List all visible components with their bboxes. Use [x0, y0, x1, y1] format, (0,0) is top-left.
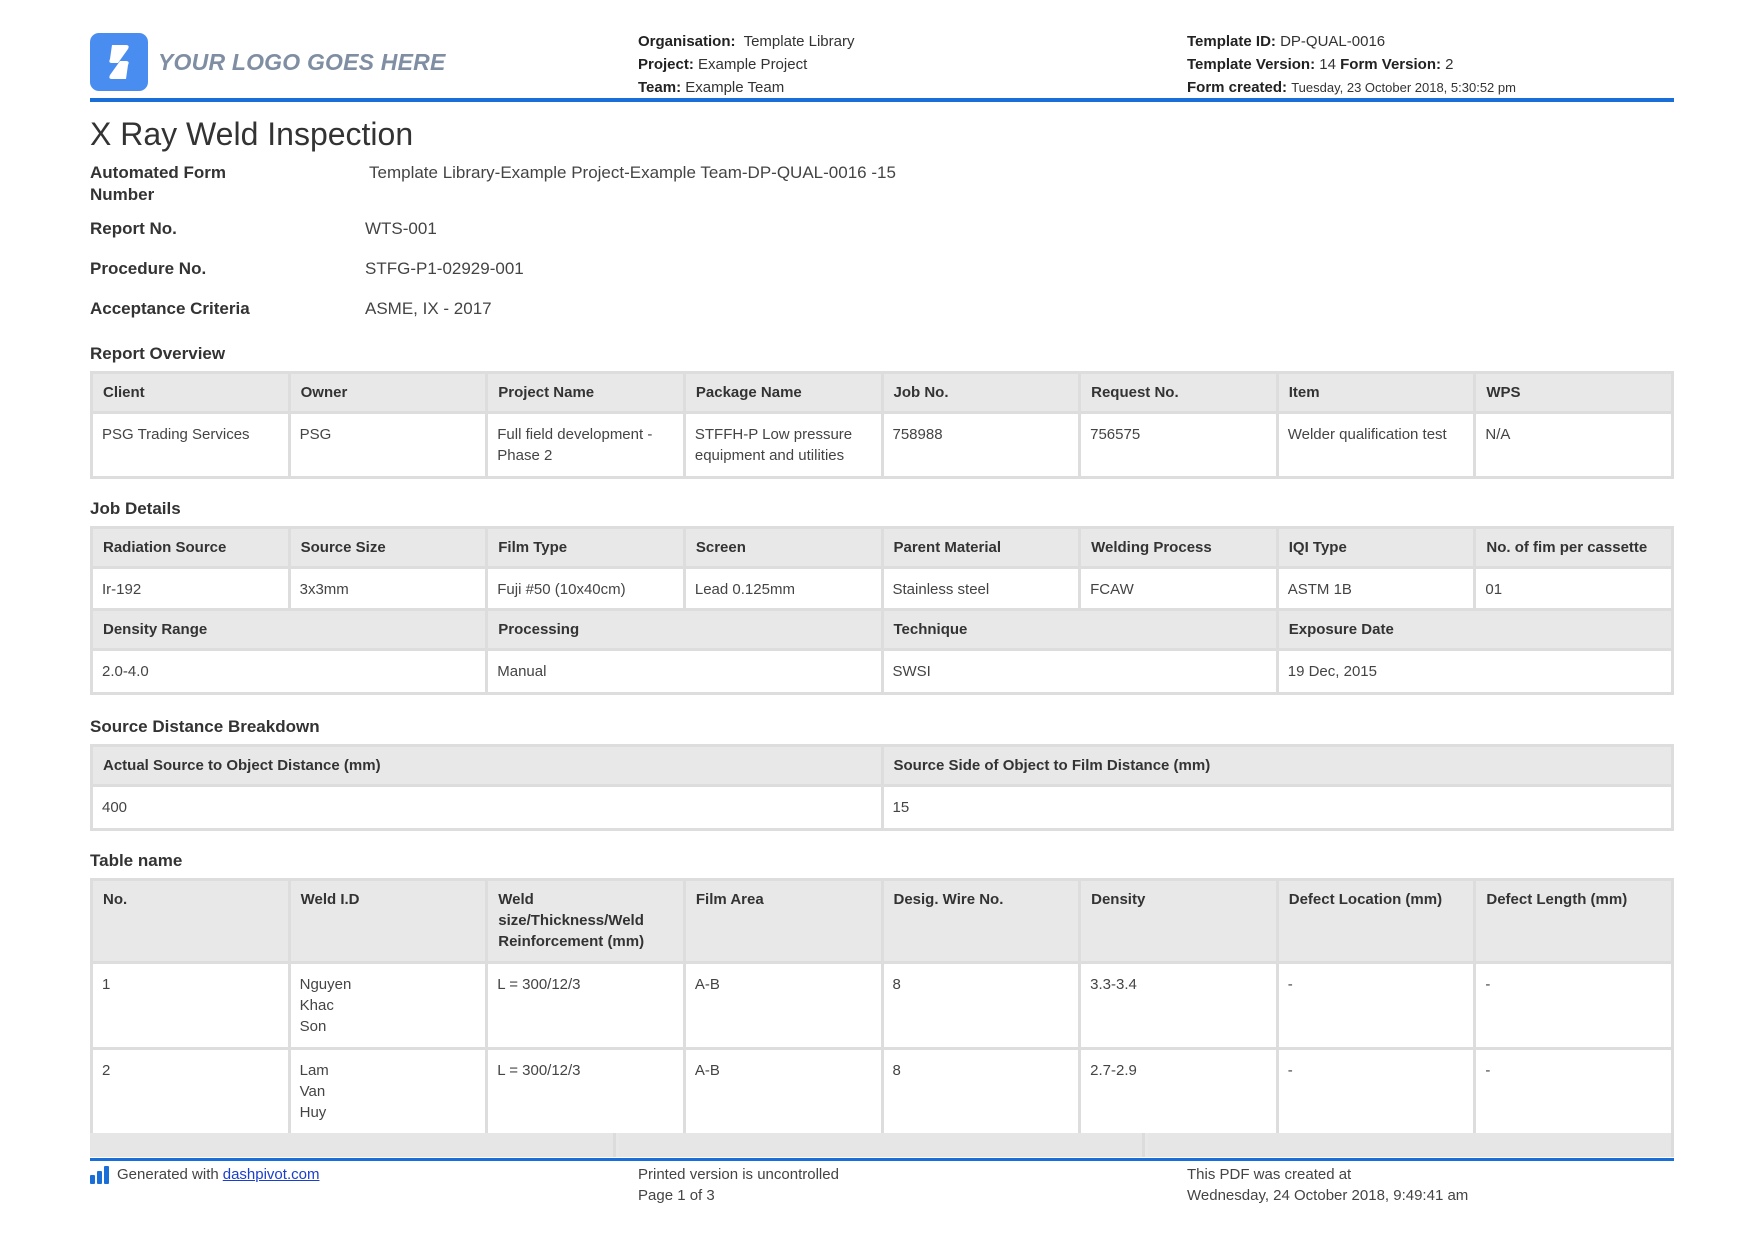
- table-header-cell: Source Size: [291, 529, 486, 566]
- company-logo: [90, 32, 446, 92]
- footer-page-info: [638, 1164, 839, 1206]
- table-header-cell: Welding Process: [1081, 529, 1276, 566]
- table-cell: Full field development - Phase 2: [488, 414, 683, 476]
- table-header-cell: Defect Length (mm): [1476, 881, 1671, 961]
- table-row: [93, 414, 1671, 476]
- table-header-row: [93, 611, 1671, 648]
- logo-icon: [90, 33, 148, 91]
- table-header-row: [93, 747, 1671, 784]
- table-header-cell: Project Name: [488, 374, 683, 411]
- table-cell: A-B: [686, 1050, 881, 1133]
- table-cell: ASTM 1B: [1279, 569, 1474, 610]
- procedure-no-label: Procedure No.: [90, 259, 207, 278]
- table-cell: L = 300/12/3: [488, 1050, 683, 1133]
- table-cell: Lead 0.125mm: [686, 569, 881, 610]
- report-overview-table: [90, 371, 1674, 479]
- pdf-created-date: Wednesday, 24 October 2018, 9:49:41 am: [1187, 1187, 1469, 1204]
- dashpivot-link[interactable]: dashpivot.com: [222, 1166, 320, 1183]
- uncontrolled-notice: Printed version is uncontrolled: [638, 1166, 839, 1183]
- logo-text: YOUR LOGO GOES HERE: [158, 48, 446, 75]
- table-header-cell: Film Area: [686, 881, 881, 961]
- table-header-cell: Weld size/Thickness/Weld Reinforcement (mm): [488, 881, 683, 961]
- form-created-value: Tuesday, 23 October 2018, 5:30:52 pm: [1291, 80, 1516, 95]
- footer-pdf-created: [1187, 1164, 1468, 1206]
- strip-segment: [90, 1133, 616, 1157]
- report-overview-title: Report Overview: [90, 344, 226, 363]
- table-header-cell: Density Range: [93, 611, 485, 648]
- table-header-cell: Screen: [686, 529, 881, 566]
- table-header-row: [93, 881, 1671, 961]
- form-version-label: Form Version:: [1340, 56, 1441, 73]
- organisation-value: Template Library: [743, 33, 855, 50]
- table-header-cell: Request No.: [1081, 374, 1276, 411]
- table-cell: -: [1476, 964, 1671, 1047]
- strip-segment: [619, 1133, 1145, 1157]
- table-cell: N/A: [1476, 414, 1671, 476]
- table-cell: Welder qualification test: [1279, 414, 1474, 476]
- table-cell: 8: [884, 964, 1079, 1047]
- table-header-row: [93, 529, 1671, 566]
- table-cell: SWSI: [884, 651, 1276, 692]
- acceptance-label: Acceptance Criteria: [90, 299, 250, 318]
- table-header-cell: Desig. Wire No.: [884, 881, 1079, 961]
- table-cell: 758988: [884, 414, 1079, 476]
- page-footer: [90, 1162, 1674, 1222]
- source-distance-title: Source Distance Breakdown: [90, 717, 320, 736]
- table-cell: A-B: [686, 964, 881, 1047]
- acceptance-value: ASME, IX - 2017: [365, 299, 492, 318]
- header-divider: [90, 98, 1674, 102]
- dashpivot-icon: [90, 1166, 111, 1184]
- pdf-created-label: This PDF was created at: [1187, 1166, 1352, 1183]
- table-cell: STFFH-P Low pressure equipment and utilities: [686, 414, 881, 476]
- table-header-cell: Job No.: [884, 374, 1079, 411]
- project-label: Project:: [638, 56, 694, 73]
- table-cell: 3x3mm: [291, 569, 486, 610]
- template-version-label: Template Version:: [1187, 56, 1316, 73]
- table-cell: -: [1476, 1050, 1671, 1133]
- table-cell: -: [1279, 1050, 1474, 1133]
- document-page: [90, 0, 1674, 1240]
- table-cell: -: [1279, 964, 1474, 1047]
- weld-results-table: [90, 878, 1674, 1136]
- table-cell: 756575: [1081, 414, 1276, 476]
- table-header-cell: Parent Material: [884, 529, 1079, 566]
- job-details-table: [90, 526, 1674, 613]
- team-value: Example Team: [685, 79, 785, 96]
- footer-generated: [90, 1164, 319, 1185]
- table-row: [93, 787, 1671, 828]
- table-header-cell: Technique: [884, 611, 1276, 648]
- job-details-table-2: [90, 608, 1674, 695]
- strip-segment: [1148, 1133, 1674, 1157]
- table-header-cell: Radiation Source: [93, 529, 288, 566]
- team-label: Team:: [638, 79, 682, 96]
- table-cell: 2.0-4.0: [93, 651, 485, 692]
- weld-table-title: Table name: [90, 851, 183, 870]
- table-row: [93, 1050, 1671, 1133]
- table-header-cell: Item: [1279, 374, 1474, 411]
- table-header-cell: No.: [93, 881, 288, 961]
- table-header-cell: Package Name: [686, 374, 881, 411]
- page-number: Page 1 of 3: [638, 1187, 715, 1204]
- report-no-value: WTS-001: [365, 219, 437, 238]
- table-cell: 2: [93, 1050, 288, 1133]
- table-header-cell: No. of fim per cassette: [1476, 529, 1671, 566]
- table-header-cell: Defect Location (mm): [1279, 881, 1474, 961]
- table-row: [93, 651, 1671, 692]
- job-details-title: Job Details: [90, 499, 181, 518]
- table-cell: FCAW: [1081, 569, 1276, 610]
- table-row: [93, 964, 1671, 1047]
- table-cell: L = 300/12/3: [488, 964, 683, 1047]
- table-header-cell: Source Side of Object to Film Distance (mm): [884, 747, 1672, 784]
- page-header: [90, 30, 1674, 100]
- table-header-cell: Owner: [291, 374, 486, 411]
- form-number-value: Template Library-Example Project-Example Team-DP-QUAL-0016 -15: [369, 163, 896, 182]
- form-created-label: Form created:: [1187, 79, 1288, 96]
- procedure-no-value: STFG-P1-02929-001: [365, 259, 524, 278]
- header-org-info: [638, 30, 854, 99]
- table-header-cell: WPS: [1476, 374, 1671, 411]
- form-version-value: 2: [1445, 56, 1454, 73]
- form-number-field: [90, 162, 1674, 210]
- table-header-cell: Exposure Date: [1279, 611, 1671, 648]
- template-id-label: Template ID:: [1187, 33, 1276, 50]
- table-header-cell: Density: [1081, 881, 1276, 961]
- source-distance-table: [90, 744, 1674, 831]
- organisation-label: Organisation:: [638, 33, 736, 50]
- table-cell: 8: [884, 1050, 1079, 1133]
- table-row: [93, 569, 1671, 610]
- table-cell: 2.7-2.9: [1081, 1050, 1276, 1133]
- footer-divider: [90, 1158, 1674, 1161]
- table-cell: 01: [1476, 569, 1671, 610]
- table-cell: 15: [884, 787, 1672, 828]
- table-cell: Lam Van Huy: [291, 1050, 486, 1133]
- table-cell: PSG Trading Services: [93, 414, 288, 476]
- table-header-cell: Weld I.D: [291, 881, 486, 961]
- project-value: Example Project: [698, 56, 808, 73]
- table-continuation-strip: [90, 1133, 1674, 1157]
- form-number-label: Automated Form Number: [90, 163, 226, 204]
- table-cell: 19 Dec, 2015: [1279, 651, 1671, 692]
- table-cell: PSG: [291, 414, 486, 476]
- table-cell: Ir-192: [93, 569, 288, 610]
- report-no-label: Report No.: [90, 219, 177, 238]
- table-header-cell: Client: [93, 374, 288, 411]
- table-cell: Fuji #50 (10x40cm): [488, 569, 683, 610]
- table-header-row: [93, 374, 1671, 411]
- header-template-info: [1187, 30, 1516, 99]
- table-cell: Nguyen Khac Son: [291, 964, 486, 1047]
- table-cell: Manual: [488, 651, 880, 692]
- template-version-value: 14: [1319, 56, 1336, 73]
- template-id-value: DP-QUAL-0016: [1280, 33, 1386, 50]
- table-cell: 3.3-3.4: [1081, 964, 1276, 1047]
- generated-with-text: Generated with: [117, 1166, 219, 1183]
- table-header-cell: Processing: [488, 611, 880, 648]
- table-header-cell: Film Type: [488, 529, 683, 566]
- page-title: X Ray Weld Inspection: [90, 116, 414, 152]
- table-header-cell: Actual Source to Object Distance (mm): [93, 747, 881, 784]
- table-cell: 400: [93, 787, 881, 828]
- table-header-cell: IQI Type: [1279, 529, 1474, 566]
- table-cell: 1: [93, 964, 288, 1047]
- table-cell: Stainless steel: [884, 569, 1079, 610]
